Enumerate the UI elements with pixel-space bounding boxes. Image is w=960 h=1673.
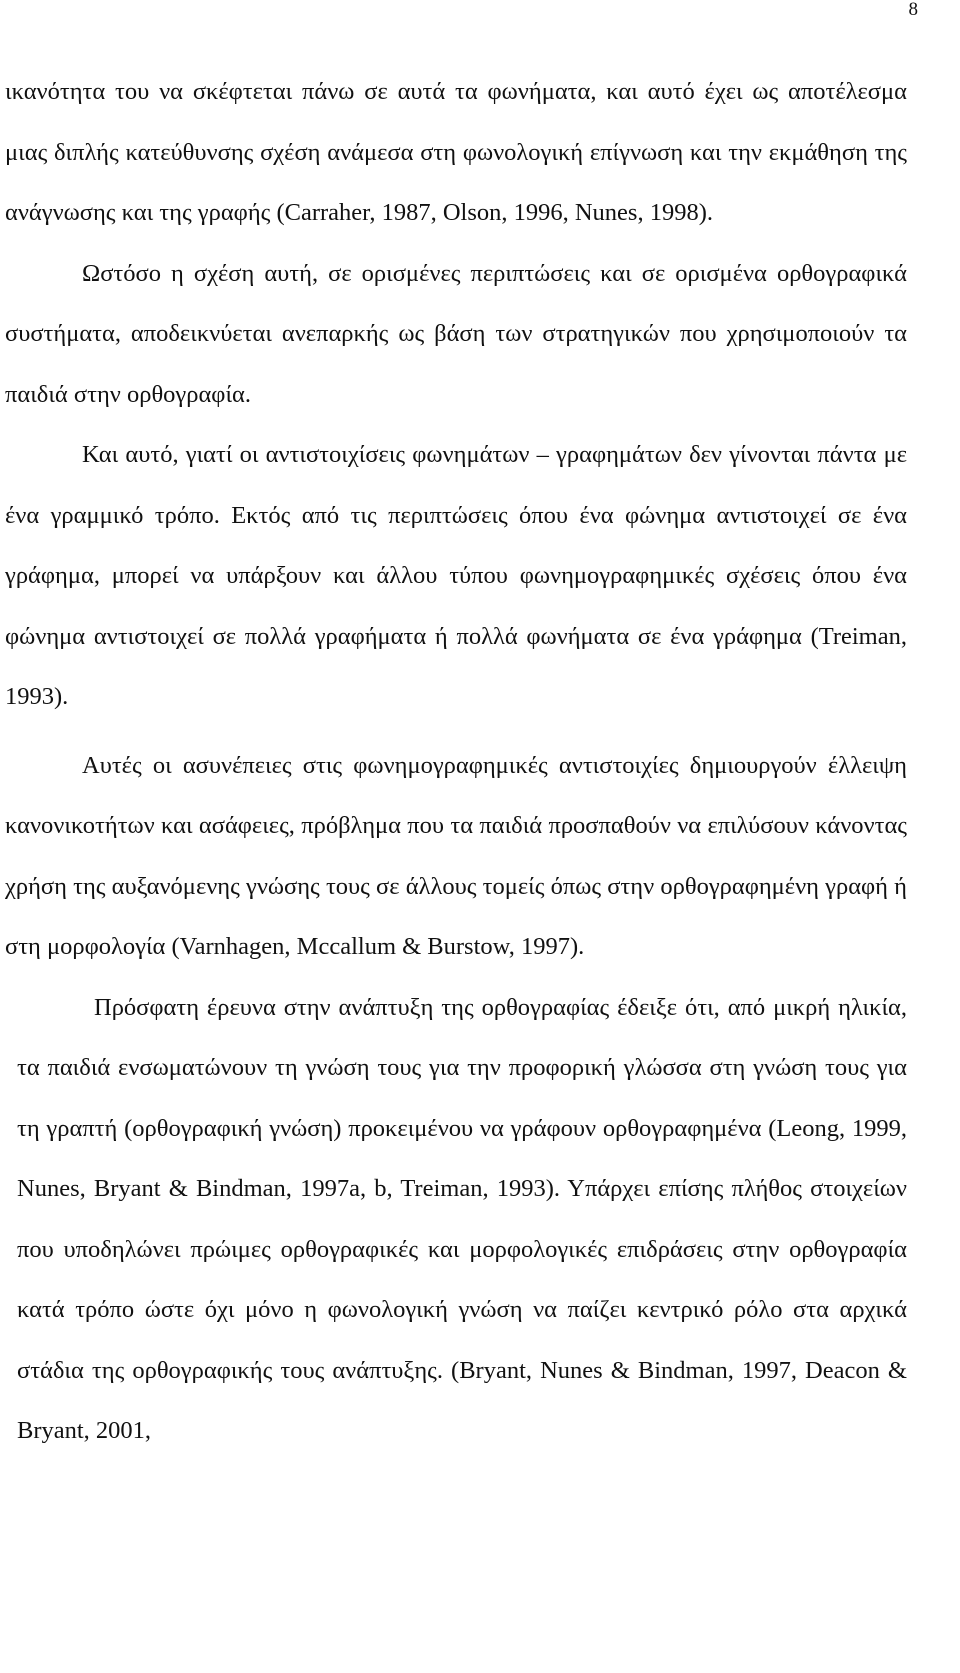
page-number: 8 bbox=[908, 0, 918, 20]
paragraph-1: ικανότητα του να σκέφτεται πάνω σε αυτά τα φωνήματα, και αυτό έχει ως αποτέλεσμα μιας διπλής κατεύθυνσης σχέση ανάμεσα στη φωνολογική επίγνωση και την εκμάθηση της ανάγνωσης και της γραφής (Carraher, 1987, Olson, 1996, Nunes, 1998). bbox=[5, 78, 907, 226]
paragraph-5: Πρόσφατη έρευνα στην ανάπτυξη της ορθογραφίας έδειξε ότι, από μικρή ηλικία, τα παιδιά ενσωματώνουν τη γνώση τους για την προφορική γλώσσα στη γνώση τους για τη γραπτή (ορθογραφική γνώση) προκειμένου να γράφουν ορθογραφημένα (Leong, 1999, Nunes, Bryant & Bindman, 1997a, b, Treiman, 1993). Υπάρχει επίσης πλήθος στοιχείων που υποδηλώνει πρώιμες ορθογραφικές και μορφολογικές επιδράσεις στην ορθογραφία κατά τρόπο ώστε όχι μόνο η φωνολογική γνώση να παίζει κεντρικό ρόλο στα αρχικά στάδια της ορθογραφικής τους ανάπτυξης. (Bryant, Nunes & Bindman, 1997, Deacon & Bryant, 2001, bbox=[17, 993, 907, 1444]
paragraph-2: Ωστόσο η σχέση αυτή, σε ορισμένες περιπτώσεις και σε ορισμένα ορθογραφικά συστήματα, αποδεικνύεται ανεπαρκής ως βάση των στρατηγικών που χρησιμοποιούν τα παιδιά στην ορθογραφία. bbox=[5, 259, 907, 408]
document-body bbox=[5, 62, 907, 1462]
paragraph-3: Και αυτό, γιατί οι αντιστοιχίσεις φωνημάτων – γραφημάτων δεν γίνονται πάντα με ένα γραμμικό τρόπο. Εκτός από τις περιπτώσεις όπου ένα φώνημα αντιστοιχεί σε ένα γράφημα, μπορεί να υπάρξουν και άλλου τύπου φωνημογραφημικές σχέσεις όπου ένα φώνημα αντιστοιχεί σε πολλά γραφήματα ή πολλά φωνήματα σε ένα γράφημα (Treiman, 1993). bbox=[5, 441, 907, 710]
paragraph-4: Αυτές οι ασυνέπειες στις φωνημογραφημικές αντιστοιχίες δημιουργούν έλλειψη κανονικοτήτων και ασάφειες, πρόβλημα που τα παιδιά προσπαθούν να επιλύσουν κάνοντας χρήση της αυξανόμενης γνώσης τους σε άλλους τομείς όπως στην ορθογραφημένη γραφή ή στη μορφολογία (Varnhagen, Mccallum & Burstow, 1997). bbox=[5, 751, 907, 960]
